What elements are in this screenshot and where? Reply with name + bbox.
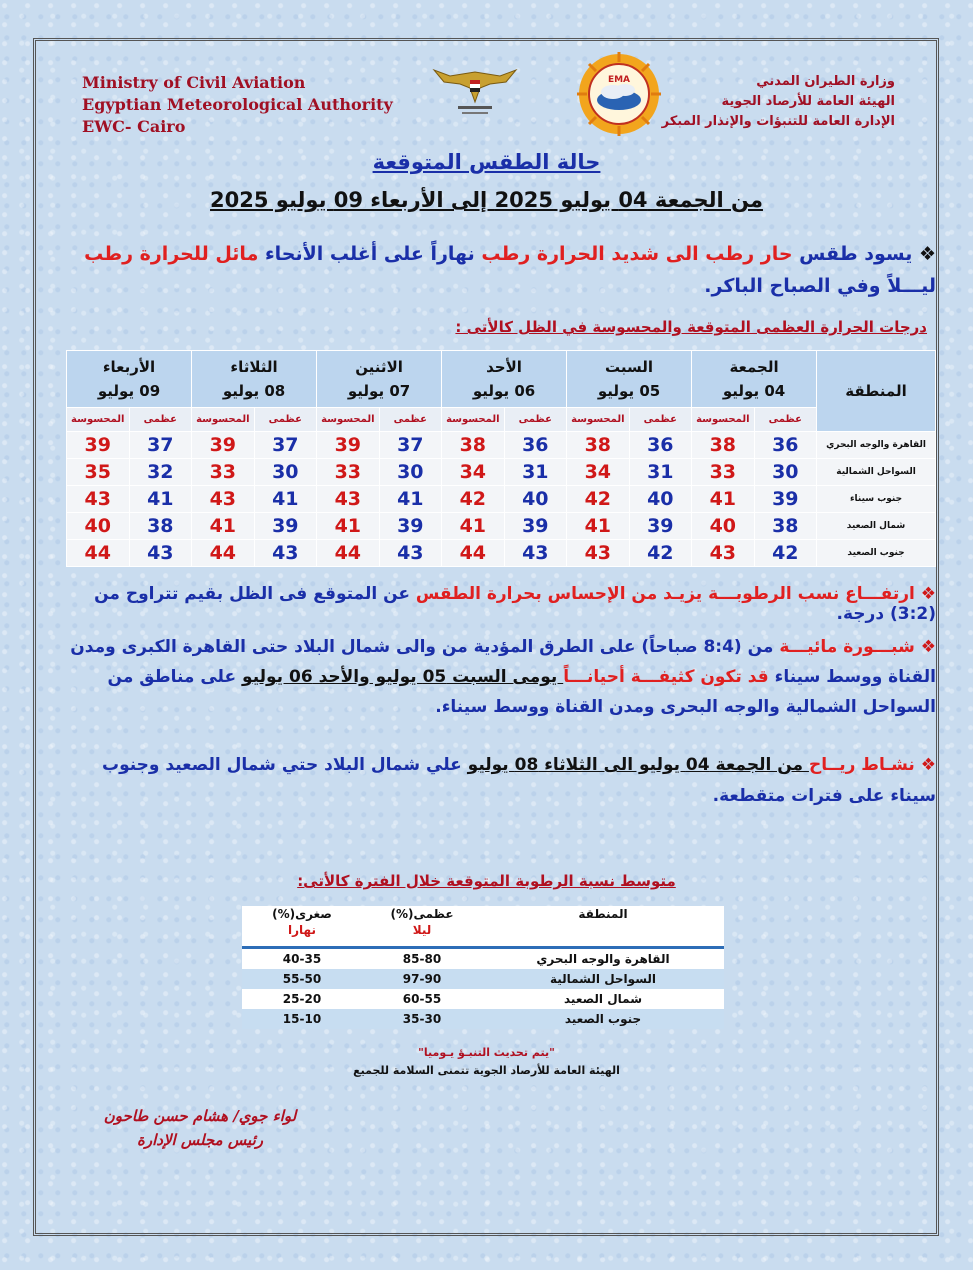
max-temp-cell: 37 — [254, 432, 317, 459]
felt-temp-cell: 40 — [692, 513, 755, 540]
felt-temp-cell: 39 — [67, 432, 130, 459]
felt-temp-cell: 44 — [317, 540, 380, 567]
felt-temp-cell: 43 — [192, 486, 255, 513]
day-header-5: الأربعاء 09 يوليو — [67, 351, 192, 408]
felt-temp-cell: 41 — [442, 513, 505, 540]
felt-temp-cell: 42 — [442, 486, 505, 513]
fog-note-part-d: يومى السبت 05 يوليو والأحد 06 يوليو — [242, 667, 564, 687]
bullet1-part-c: نهاراً على أغلب الأنحاء — [258, 243, 482, 265]
max-label: عظمى — [754, 408, 817, 432]
region-cell: جنوب الصعيد — [817, 540, 936, 567]
felt-temp-cell: 42 — [567, 486, 630, 513]
header-en-line-3: EWC- Cairo — [82, 117, 186, 136]
felt-label: المحسوسة — [442, 408, 505, 432]
max-temp-cell: 40 — [629, 486, 692, 513]
max-temp-cell: 39 — [379, 513, 442, 540]
humidity-min-cell: 15-10 — [242, 1009, 362, 1029]
fog-note-part-e: على مناطق من السواحل الشمالية والوجه البحرى ومدن القناة ووسط سيناء. — [107, 667, 936, 717]
max-temp-cell: 36 — [504, 432, 567, 459]
max-temp-cell: 30 — [754, 459, 817, 486]
max-temp-cell: 36 — [754, 432, 817, 459]
temperature-sub-header-row — [67, 408, 936, 432]
felt-temp-cell: 33 — [192, 459, 255, 486]
felt-temp-cell: 43 — [67, 486, 130, 513]
felt-temp-cell: 38 — [692, 432, 755, 459]
max-label: عظمى — [629, 408, 692, 432]
day-header-3: الاثنين 07 يوليو — [317, 351, 442, 408]
region-cell: شمال الصعيد — [817, 513, 936, 540]
temperature-table-caption: درجات الحرارة العظمى المتوقعة والمحسوسة في الظل كالأتى : — [455, 318, 927, 336]
signature-role: رئيس مجلس الإدارة — [137, 1131, 263, 1149]
felt-temp-cell: 43 — [567, 540, 630, 567]
max-temp-cell: 30 — [379, 459, 442, 486]
max-temp-cell: 40 — [504, 486, 567, 513]
table-row — [242, 989, 724, 1009]
signature-name: لواء جوي/ هشام حسن طاحون — [103, 1107, 297, 1125]
bullet1-part-d: مائل للحرارة رطب — [84, 243, 259, 265]
fog-note-part-c: قد تكون كثيفـــة أحيانـــاً — [563, 667, 769, 687]
general-weather-bullet — [62, 238, 936, 302]
humidity-min-cell: 55-50 — [242, 969, 362, 989]
max-temp-cell: 41 — [379, 486, 442, 513]
max-temp-cell: 37 — [379, 432, 442, 459]
table-row — [67, 459, 936, 486]
humidity-col-region: المنطقة — [482, 906, 724, 946]
felt-temp-cell: 33 — [317, 459, 380, 486]
header-en-line-1: Ministry of Civil Aviation — [82, 73, 306, 92]
max-temp-cell: 39 — [754, 486, 817, 513]
region-cell: جنوب سيناء — [817, 486, 936, 513]
temperature-day-header-row — [67, 351, 936, 408]
max-temp-cell: 43 — [504, 540, 567, 567]
felt-temp-cell: 33 — [692, 459, 755, 486]
humidity-max-cell: 97-90 — [362, 969, 482, 989]
humidity-feel-note — [62, 584, 936, 624]
felt-temp-cell: 40 — [67, 513, 130, 540]
bullet-diamond-icon: ❖ — [914, 584, 936, 604]
humidity-col-max: عظمى(%) ليلا — [362, 906, 482, 946]
max-label: عظمى — [504, 408, 567, 432]
felt-temp-cell: 34 — [442, 459, 505, 486]
humidity-max-cell: 35-30 — [362, 1009, 482, 1029]
header-ar-line-1: وزارة الطيران المدني — [756, 74, 895, 89]
humidity-region-cell: السواحل الشمالية — [482, 969, 724, 989]
signature-block — [80, 1104, 320, 1152]
bullet1-part-b: حار رطب الى شديد الحرارة رطب — [481, 243, 793, 265]
felt-temp-cell: 39 — [192, 432, 255, 459]
felt-temp-cell: 44 — [192, 540, 255, 567]
felt-temp-cell: 38 — [442, 432, 505, 459]
felt-label: المحسوسة — [67, 408, 130, 432]
max-label: عظمى — [129, 408, 192, 432]
humidity-min-cell: 25-20 — [242, 989, 362, 1009]
humidity-region-cell: شمال الصعيد — [482, 989, 724, 1009]
bullet-diamond-icon: ❖ — [912, 243, 936, 265]
temperature-table — [66, 350, 936, 567]
fog-note — [62, 632, 936, 722]
felt-label: المحسوسة — [317, 408, 380, 432]
humidity-table-caption: متوسط نسبة الرطوبة المتوقعة خلال الفترة كالأتى: — [297, 872, 676, 890]
header-arabic — [662, 72, 895, 132]
bullet-diamond-icon: ❖ — [914, 637, 936, 657]
region-header: المنطقة — [817, 351, 936, 432]
humidity-min-cell: 40-35 — [242, 949, 362, 969]
day-header-1: السبت 05 يوليو — [567, 351, 692, 408]
max-temp-cell: 30 — [254, 459, 317, 486]
document-title: حالة الطقس المتوقعة — [372, 150, 601, 174]
max-temp-cell: 38 — [754, 513, 817, 540]
forecast-period: من الجمعة 04 يوليو 2025 إلى الأربعاء 09 يوليو 2025 — [210, 188, 763, 212]
table-row — [67, 432, 936, 459]
max-temp-cell: 39 — [629, 513, 692, 540]
max-temp-cell: 42 — [754, 540, 817, 567]
max-temp-cell: 37 — [129, 432, 192, 459]
fog-note-part-a: شبـــورة مائيـــة — [779, 637, 915, 657]
max-temp-cell: 43 — [129, 540, 192, 567]
update-note: "يتم تحديث التنبـؤ يـوميا" — [418, 1046, 555, 1059]
humidity-table — [242, 906, 724, 1029]
felt-temp-cell: 44 — [67, 540, 130, 567]
felt-temp-cell: 35 — [67, 459, 130, 486]
felt-temp-cell: 39 — [317, 432, 380, 459]
table-row — [67, 540, 936, 567]
felt-label: المحسوسة — [692, 408, 755, 432]
bullet-diamond-icon: ❖ — [914, 755, 936, 775]
wind-note — [62, 750, 936, 812]
table-row — [242, 949, 724, 969]
max-temp-cell: 42 — [629, 540, 692, 567]
day-header-2: الأحد 06 يوليو — [442, 351, 567, 408]
bullet1-part-a: يسود طقس — [792, 243, 913, 265]
max-temp-cell: 41 — [129, 486, 192, 513]
fog-note-part-b: من (8:4 صباحاً) على الطرق المؤدية من والى شمال البلاد حتى القاهرة الكبرى ومدن القناة ووسط سيناء — [70, 637, 936, 687]
header-ar-line-3: الإدارة العامة للتنبؤات والإنذار المبكر — [661, 114, 895, 129]
felt-label: المحسوسة — [192, 408, 255, 432]
max-temp-cell: 31 — [629, 459, 692, 486]
wind-note-part-b: من الجمعة 04 يوليو الى الثلاثاء 08 يوليو — [467, 755, 809, 775]
wind-note-part-c: علي شمال البلاد حتي شمال الصعيد وجنوب سيناء على فترات متقطعة. — [102, 755, 936, 806]
felt-temp-cell: 43 — [317, 486, 380, 513]
header-en-line-2: Egyptian Meteorological Authority — [82, 95, 393, 114]
felt-temp-cell: 41 — [692, 486, 755, 513]
region-cell: القاهرة والوجه البحري — [817, 432, 936, 459]
table-row — [67, 486, 936, 513]
day-header-0: الجمعة 04 يوليو — [692, 351, 817, 408]
max-temp-cell: 43 — [379, 540, 442, 567]
humidity-region-cell: القاهرة والوجه البحري — [482, 949, 724, 969]
felt-temp-cell: 43 — [692, 540, 755, 567]
felt-temp-cell: 41 — [317, 513, 380, 540]
felt-temp-cell: 44 — [442, 540, 505, 567]
safety-wish-note: الهيئة العامة للأرصاد الجوية تتمنى السلامة للجميع — [353, 1064, 620, 1077]
max-temp-cell: 39 — [504, 513, 567, 540]
region-cell: السواحل الشمالية — [817, 459, 936, 486]
max-temp-cell: 36 — [629, 432, 692, 459]
humidity-max-cell: 85-80 — [362, 949, 482, 969]
max-temp-cell: 38 — [129, 513, 192, 540]
felt-temp-cell: 34 — [567, 459, 630, 486]
humidity-note-part-b: عن المتوقع فى الظل بقيم تتراوح من (3:2) درجة. — [94, 584, 936, 624]
max-temp-cell: 32 — [129, 459, 192, 486]
table-row — [242, 1009, 724, 1029]
felt-temp-cell: 41 — [192, 513, 255, 540]
humidity-note-part-a: ارتفـــاع نسب الرطوبـــة يزيـد من الإحساس بحرارة الطقس — [415, 584, 915, 604]
bullet1-part-e: ليـــلاً وفي الصباح الباكر. — [704, 275, 936, 297]
humidity-max-cell: 60-55 — [362, 989, 482, 1009]
ministry-eagle-logo-icon — [430, 62, 520, 122]
humidity-col-min: صغرى(%) نهارا — [242, 906, 362, 946]
felt-label: المحسوسة — [567, 408, 630, 432]
humidity-region-cell: جنوب الصعيد — [482, 1009, 724, 1029]
table-row — [242, 969, 724, 989]
max-temp-cell: 39 — [254, 513, 317, 540]
ema-sun-logo-icon — [577, 52, 661, 136]
wind-note-part-a: نشـاط ريــاح — [808, 755, 915, 775]
felt-temp-cell: 41 — [567, 513, 630, 540]
humidity-header-row — [242, 906, 724, 946]
max-label: عظمى — [379, 408, 442, 432]
max-temp-cell: 43 — [254, 540, 317, 567]
day-header-4: الثلاثاء 08 يوليو — [192, 351, 317, 408]
header-ar-line-2: الهيئة العامة للأرصاد الجوية — [721, 94, 895, 109]
max-temp-cell: 31 — [504, 459, 567, 486]
ema-logo-text: EMA — [607, 75, 631, 85]
table-row — [67, 513, 936, 540]
header-english — [82, 72, 393, 138]
max-temp-cell: 41 — [254, 486, 317, 513]
max-label: عظمى — [254, 408, 317, 432]
felt-temp-cell: 38 — [567, 432, 630, 459]
